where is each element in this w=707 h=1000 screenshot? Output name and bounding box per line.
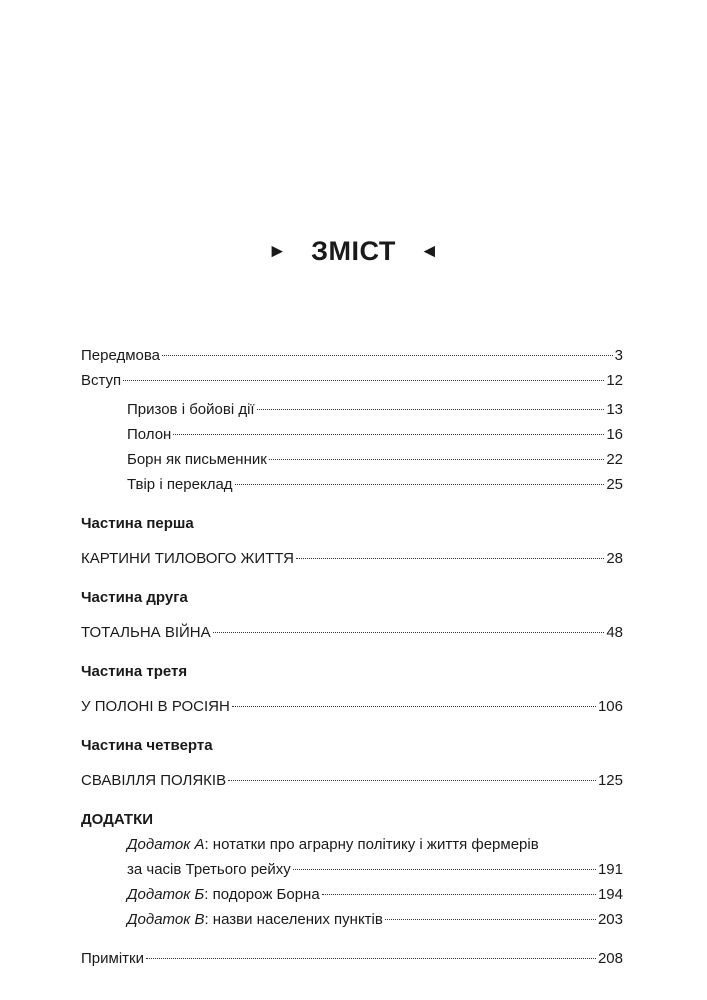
dot-leader [213,632,605,633]
toc-page-number: 194 [597,886,623,903]
dot-leader [173,434,604,435]
dot-leader [232,706,596,707]
appendix-prefix: Додаток В [127,911,205,928]
toc-entry-label: Примітки [81,950,144,967]
table-of-contents [81,343,623,971]
dot-leader [162,355,613,356]
toc-entry-label: Твір і переклад [127,476,233,493]
toc-page-number: 125 [597,772,623,789]
appendix-text: : нотатки про аграрну політику і життя фермерів [204,836,539,853]
left-pointer-icon: ◄ [419,241,440,262]
appendix-a-line1 [81,832,623,857]
toc-page-number: 208 [597,950,623,967]
dot-leader [385,919,596,920]
dot-leader [269,459,605,460]
toc-subentry[interactable] [81,472,623,497]
toc-page-number: 28 [606,550,623,567]
toc-title [0,236,707,267]
page-title: ЗМІСТ [311,236,396,266]
toc-entry-label: ТОТАЛЬНА ВІЙНА [81,624,211,641]
toc-entry-label: СВАВІЛЛЯ ПОЛЯКІВ [81,772,227,789]
toc-entry-part[interactable] [81,620,623,645]
right-pointer-icon: ► [267,241,288,262]
toc-page-number: 106 [597,698,623,715]
part-heading: Частина четверта [81,737,213,754]
dot-leader [296,558,604,559]
toc-page-number: 191 [597,861,623,878]
dot-leader [235,484,605,485]
toc-entry-appendix-a[interactable] [81,857,623,882]
part-heading: Частина перша [81,515,194,532]
toc-subentry[interactable] [81,447,623,472]
toc-entry-part[interactable] [81,768,623,793]
dot-leader [293,869,596,870]
toc-entry-label: Полон [127,426,172,443]
appendices-heading: ДОДАТКИ [81,811,154,828]
toc-entry-label: за часів Третього рейху [127,861,291,878]
toc-entry-label: Вступ [81,372,122,389]
toc-entry-intro[interactable] [81,368,623,393]
appendix-text: : назви населених пунктів [204,911,383,928]
toc-entry-label: Борн як письменник [127,451,267,468]
dot-leader [322,894,596,895]
toc-entry-label [127,907,383,932]
toc-entry-notes[interactable] [81,946,623,971]
toc-entry-label: Призов і бойові дії [127,401,255,418]
toc-entry-appendix-c[interactable] [81,907,623,932]
toc-page-number: 3 [614,347,623,364]
toc-entry-label: У ПОЛОНІ В РОСІЯН [81,698,230,715]
dot-leader [228,780,596,781]
part-heading: Частина третя [81,663,188,680]
appendix-text: : подорож Борна [204,886,320,903]
toc-page-number: 12 [606,372,623,389]
dot-leader [123,380,604,381]
toc-entry-label: Передмова [81,347,161,364]
toc-entry-part[interactable] [81,546,623,571]
toc-page-number: 16 [606,426,623,443]
toc-entry-label [127,882,320,907]
toc-page-number: 22 [606,451,623,468]
dot-leader [146,958,596,959]
toc-subentry[interactable] [81,422,623,447]
toc-page-number: 25 [606,476,623,493]
dot-leader [257,409,605,410]
toc-page-number: 203 [597,911,623,928]
toc-page-number: 13 [606,401,623,418]
toc-entry-appendix-b[interactable] [81,882,623,907]
part-heading: Частина друга [81,589,188,606]
toc-entry-foreword[interactable] [81,343,623,368]
toc-entry-label: КАРТИНИ ТИЛОВОГО ЖИТТЯ [81,550,295,567]
appendix-prefix: Додаток А [127,836,205,853]
appendix-prefix: Додаток Б [127,886,205,903]
toc-entry-part[interactable] [81,694,623,719]
toc-page-number: 48 [606,624,623,641]
toc-subentry[interactable] [81,397,623,422]
